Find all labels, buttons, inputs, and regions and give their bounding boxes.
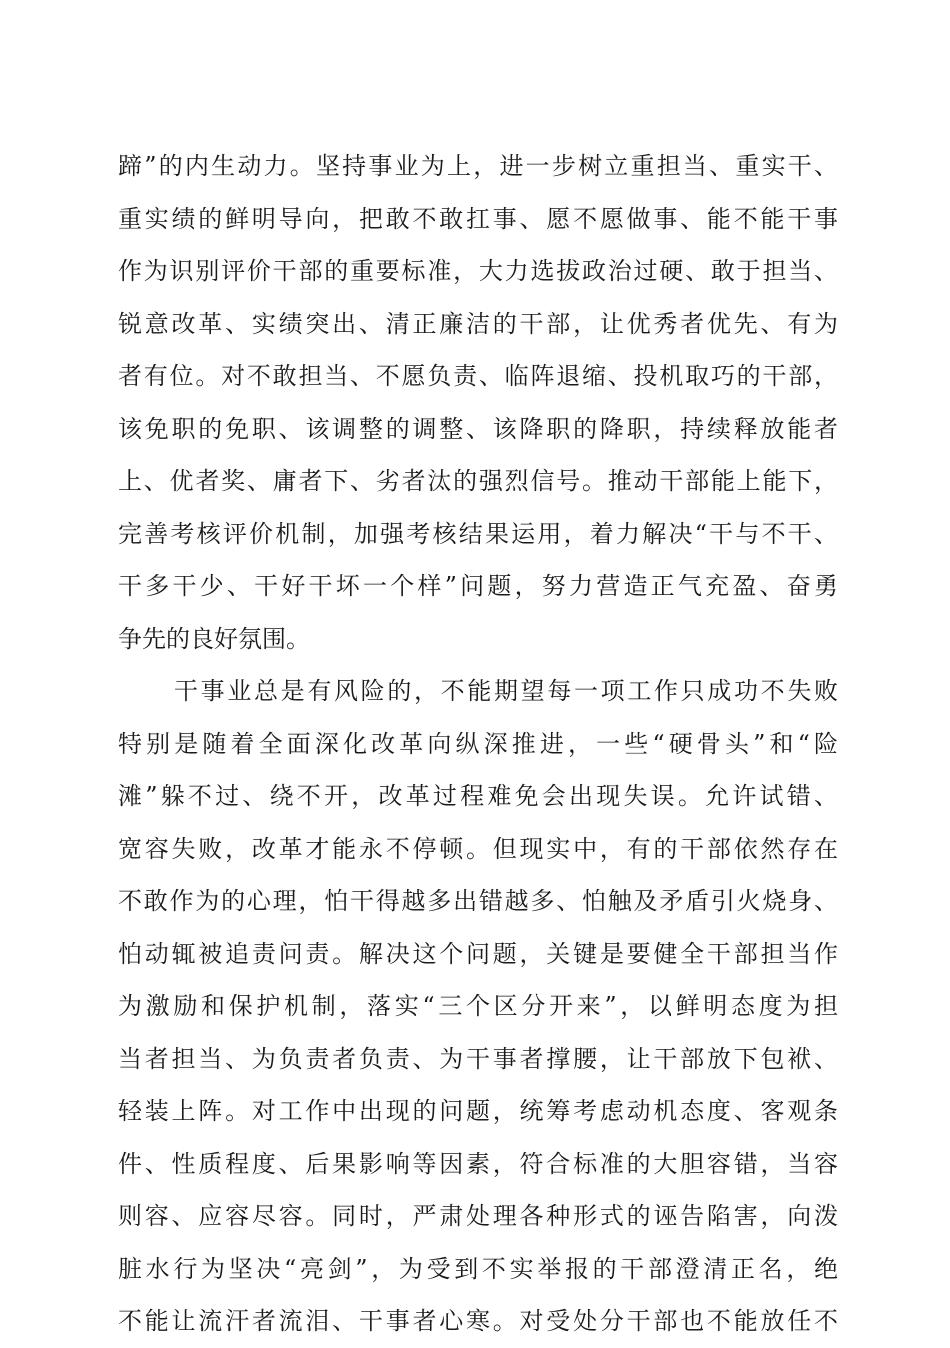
text-line: 则容、应容尽容。同时，严肃处理各种形式的诬告陷害，向泼 (118, 1202, 838, 1230)
text-line: 不能让流汗者流泪、干事者心寒。对受处分干部也不能放任不 (118, 1307, 838, 1335)
text-line: 特别是随着全面深化改革向纵深推进，一些“硬骨头”和“险 (118, 729, 838, 758)
text-line: 该免职的免职、该调整的调整、该降职的降职，持续释放能者 (118, 414, 838, 443)
text-line: 怕动辄被追责问责。解决这个问题，关键是要健全干部担当作 (118, 939, 838, 968)
paragraph (118, 665, 838, 1348)
paragraph (118, 140, 838, 665)
text-line: 重实绩的鲜明导向，把敢不敢扛事、愿不愿做事、能不能干事 (118, 204, 838, 233)
text-line: 宽容失败，改革才能永不停顿。但现实中，有的干部依然存在 (118, 834, 838, 863)
text-line: 争先的良好氛围。 (118, 624, 310, 653)
text-line: 不敢作为的心理，怕干得越多出错越多、怕触及矛盾引火烧身、 (118, 887, 838, 915)
text-line: 脏水行为坚决“亮剑”，为受到不实举报的干部澄清正名，绝 (118, 1254, 838, 1283)
text-line: 件、性质程度、后果影响等因素，符合标准的大胆容错，当容 (118, 1149, 838, 1178)
text-line: 滩”躲不过、绕不开，改革过程难免会出现失误。允许试错、 (118, 782, 838, 810)
text-line: 蹄”的内生动力。坚持事业为上，进一步树立重担当、重实干、 (118, 152, 838, 180)
text-line: 轻装上阵。对工作中出现的问题，统筹考虑动机态度、客观条 (118, 1097, 838, 1125)
text-line: 干多干少、干好干坏一个样”问题，努力营造正气充盈、奋勇 (118, 572, 838, 600)
text-line: 干事业总是有风险的，不能期望每一项工作只成功不失败 (174, 677, 838, 705)
text-line: 当者担当、为负责者负责、为干事者撑腰，让干部放下包袱、 (118, 1044, 838, 1073)
document-body (118, 140, 838, 1348)
text-line: 完善考核评价机制，加强考核结果运用，着力解决“干与不干、 (118, 519, 838, 548)
text-line: 上、优者奖、庸者下、劣者汰的强烈信号。推动干部能上能下， (118, 467, 838, 495)
text-line: 锐意改革、实绩突出、清正廉洁的干部，让优秀者优先、有为 (118, 309, 838, 338)
text-line: 者有位。对不敢担当、不愿负责、临阵退缩、投机取巧的干部， (118, 362, 838, 390)
text-line: 作为识别评价干部的重要标准，大力选拔政治过硬、敢于担当、 (118, 257, 838, 285)
text-line: 为激励和保护机制，落实“三个区分开来”，以鲜明态度为担 (118, 992, 838, 1020)
